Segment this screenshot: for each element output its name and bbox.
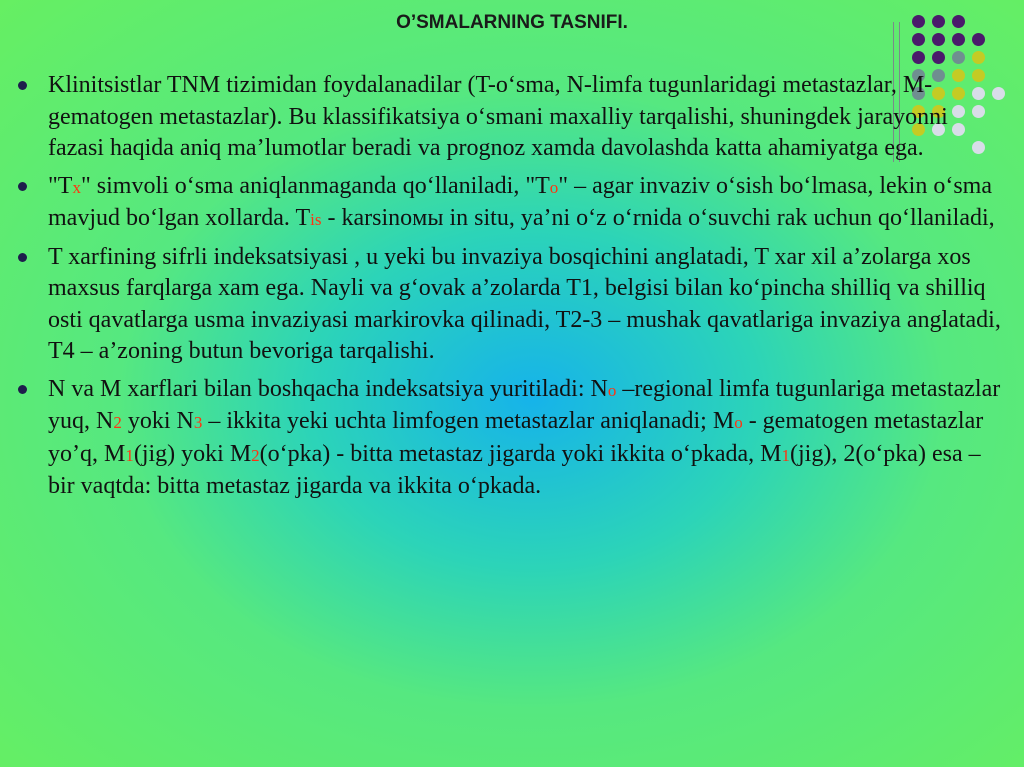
- decoration-dot: [972, 51, 985, 64]
- text-run: (jig), 2(o‘pka) esa – bir vaqtda: bitta metastaz jigarda va ikkita o‘pkada.: [48, 440, 981, 499]
- bullet-icon: [18, 81, 27, 90]
- text-run: (o‘pka) - bitta metastaz jigarda yoki ikkita o‘pkada, M: [259, 440, 782, 467]
- decoration-dot: [952, 51, 965, 64]
- decoration-dot: [952, 15, 965, 28]
- decoration-dot: [912, 51, 925, 64]
- bullet-icon: [18, 253, 27, 262]
- decoration-dot: [932, 15, 945, 28]
- decoration-dot: [932, 51, 945, 64]
- text-run: – ikkita yeki uchta limfogen metastazlar aniqlanadi; M: [202, 408, 735, 434]
- text-run: N va M xarflari bilan boshqacha indeksatsiya yuritiladi: N: [48, 375, 608, 402]
- decoration-dot: [972, 33, 985, 46]
- text-run: - karsinoмы in situ, ya’ni o‘z o‘rnida o‘suvchi rak uchun qo‘llaniladi,: [321, 205, 995, 231]
- subscript-2: 2: [113, 413, 122, 432]
- bullet-text: Klinitsistlar TNM tizimidan foydalanadilar (T-o‘sma, N-limfa tugunlaridagi metastazlar, M-gematogen metastazlar). Bu klassifikatsiya o‘smani maxalliy tarqalishi, shuningdek jarayonni fazasi haqida aniq ma’lumotlar beradi va prognoz xamda davolashda katta ahamiyatga ega.: [48, 72, 948, 161]
- bullet-list: [18, 70, 1008, 509]
- subscript-o: o: [549, 177, 559, 197]
- bullet-icon: [18, 385, 27, 394]
- text-run: " – agar invaziv o‘sish bo‘lmasa, lekin o‘sma mavjud bo‘lgan xollarda. T: [48, 172, 992, 231]
- subscript-x: x: [72, 177, 81, 197]
- bullet-item: [18, 374, 1008, 503]
- decoration-dot: [952, 33, 965, 46]
- text-run: (jig) yoki M: [133, 440, 252, 467]
- decoration-dot: [932, 33, 945, 46]
- subscript-is: is: [310, 210, 322, 229]
- subscript-o: o: [607, 380, 617, 400]
- slide-title: O’SMALARNING TASNIFI.: [396, 12, 628, 33]
- text-run: –regional limfa tugunlariga metastazlar yuq, N: [48, 375, 1001, 434]
- text-run: "T: [48, 172, 73, 199]
- bullet-item: [18, 70, 1008, 165]
- text-run: " simvoli o‘sma aniqlanmaganda qo‘llaniladi, "T: [80, 172, 550, 199]
- subscript-3: 3: [193, 413, 203, 432]
- decoration-dot: [912, 15, 925, 28]
- text-run: yoki N: [121, 408, 194, 434]
- bullet-item: [18, 171, 1008, 236]
- subscript-1: 1: [125, 445, 134, 465]
- bullet-icon: [18, 182, 27, 191]
- bullet-text: T xarfining sifrli indeksatsiyasi , u yeki bu invaziya bosqichini anglatadi, T xar xil a’zolarga xos maxsus farqlarga xam ega. Nayli va g‘ovak a’zolarda T1, belgisi bilan ko‘pincha shilliq va shilliq osti qavatlarga usma invaziyasi markirovka qilinadi, T2-3 – mushak qavatlariga invaziya anglatadi, T4 – a’zoning butun bevoriga tarqalishi.: [48, 243, 1001, 364]
- text-run: - gematogen metastazlar yo’q, M: [48, 408, 984, 467]
- bullet-item: [18, 242, 1008, 368]
- decoration-dot: [912, 33, 925, 46]
- subscript-o: o: [734, 413, 743, 432]
- subscript-1: 1: [781, 445, 790, 465]
- subscript-2: 2: [251, 445, 260, 465]
